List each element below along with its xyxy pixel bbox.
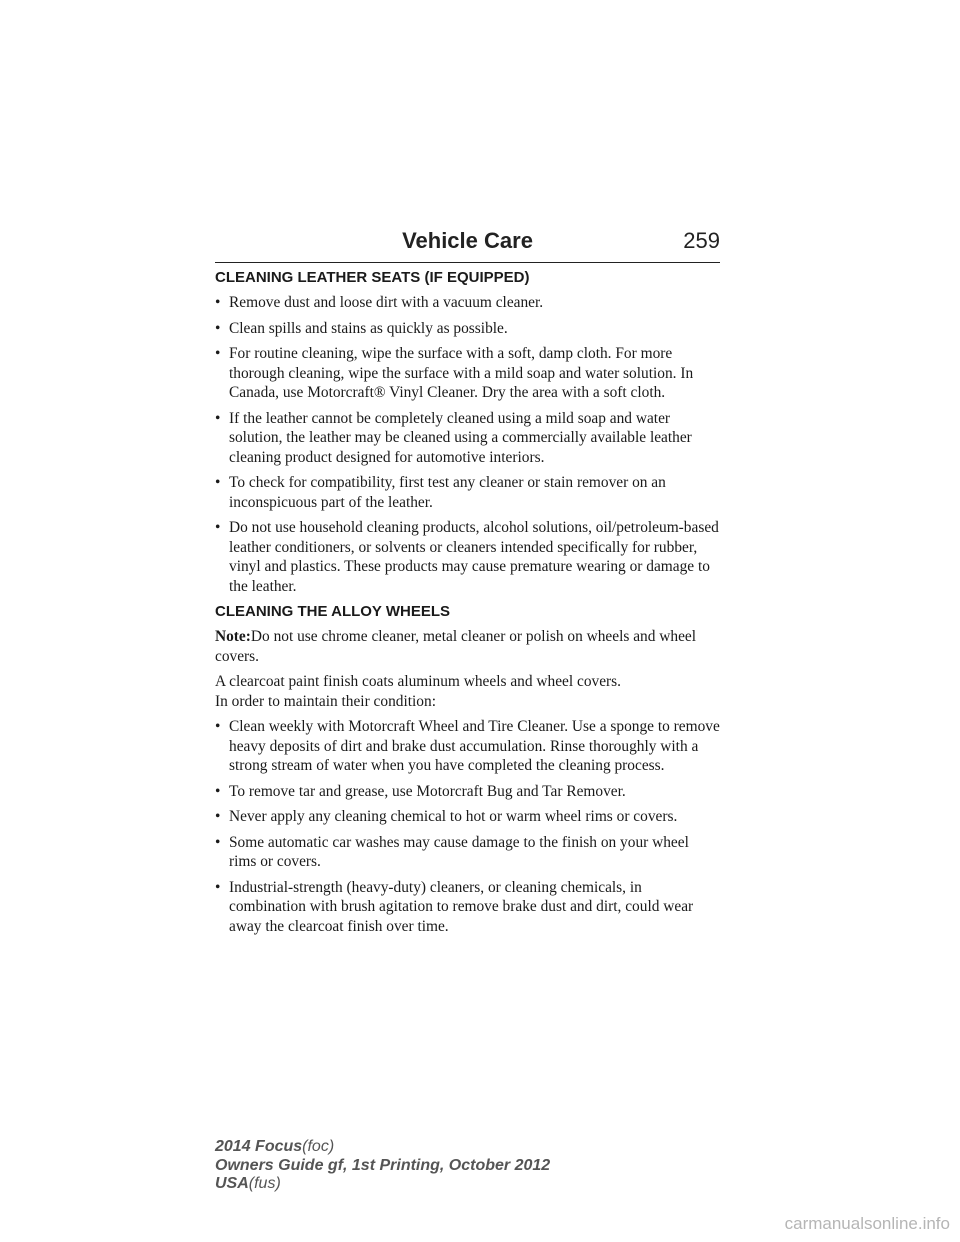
list-item-text: Industrial-strength (heavy-duty) cleaners, or cleaning chemicals, in combination with brush agitation to remove brake dust and dirt, could wear away the clearcoat finish over time. [229, 878, 694, 935]
list-item-text: Some automatic car washes may cause damage to the finish on your wheel rims or covers. [229, 833, 689, 870]
alloy-wheels-list [215, 717, 720, 936]
note-paragraph [215, 627, 720, 666]
bullet-icon: • [215, 319, 221, 337]
list-item [215, 518, 720, 596]
leather-seats-list [215, 293, 720, 596]
list-item [215, 878, 720, 937]
list-item [215, 782, 720, 802]
bullet-icon: • [215, 294, 221, 311]
footer-market: USA [215, 1175, 249, 1192]
page-content [215, 268, 720, 942]
section-heading-alloy-wheels: CLEANING THE ALLOY WHEELS [215, 603, 451, 620]
footer-line-1 [215, 1138, 550, 1157]
list-item [215, 807, 720, 827]
list-item-text: To check for compatibility, first test any cleaner or stain remover on an inconspicuous part of the leather. [229, 474, 666, 511]
note-text: Do not use chrome cleaner, metal cleaner or polish on wheels and wheel covers. [215, 628, 697, 665]
footer-model: 2014 Focus [215, 1138, 303, 1155]
list-item-text: For routine cleaning, wipe the surface with a soft, damp cloth. For more thorough cleaning, wipe the surface with a mild soap and water solution. In Canada, use Motorcraft® Vinyl Cleaner. Dry the area with a soft cloth. [229, 345, 694, 401]
list-item [215, 319, 720, 339]
list-item [215, 344, 720, 403]
bullet-icon: • [215, 519, 221, 536]
bullet-icon: • [215, 878, 221, 896]
intro-line-1: A clearcoat paint finish coats aluminum wheels and wheel covers. [215, 673, 622, 690]
list-item [215, 717, 720, 776]
watermark: carmanualsonline.info [784, 1214, 950, 1233]
section-heading-leather-seats: CLEANING LEATHER SEATS (IF EQUIPPED) [215, 269, 530, 286]
list-item [215, 833, 720, 872]
bullet-icon: • [215, 409, 221, 427]
list-item [215, 409, 720, 468]
list-item-text: To remove tar and grease, use Motorcraft Bug and Tar Remover. [229, 782, 626, 800]
list-item-text: If the leather cannot be completely cleaned using a mild soap and water solution, the leather may be cleaned using a commercially available leather cleaning product designed for automotive interiors. [229, 409, 692, 466]
list-item [215, 293, 720, 313]
bullet-icon: • [215, 808, 221, 825]
intro-line-2: In order to maintain their condition: [215, 692, 436, 710]
chapter-title: Vehicle Care [402, 228, 533, 253]
footer-model-code: (foc) [302, 1138, 335, 1155]
page-header [215, 228, 720, 263]
list-item-text: Do not use household cleaning products, alcohol solutions, oil/petroleum-based leather conditioners, or solvents or cleaners intended specifically for rubber, vinyl and plastics. These products may cause premature wearing or damage to the leather. [229, 519, 719, 595]
footer-market-code: (fus) [248, 1175, 281, 1192]
footer-line-2: Owners Guide gf, 1st Printing, October 2012 [215, 1156, 551, 1174]
bullet-icon: • [215, 345, 221, 362]
bullet-icon: • [215, 833, 221, 851]
footer-line-3 [215, 1175, 550, 1194]
list-item-text: Never apply any cleaning chemical to hot or warm wheel rims or covers. [229, 808, 678, 825]
list-item-text: Clean weekly with Motorcraft Wheel and Tire Cleaner. Use a sponge to remove heavy deposits of dirt and brake dust accumulation. Rinse thoroughly with a strong stream of water when you have completed the cleaning process. [229, 718, 720, 774]
intro-paragraph [215, 672, 720, 711]
list-item-text: Remove dust and loose dirt with a vacuum cleaner. [229, 294, 544, 311]
bullet-icon: • [215, 474, 221, 491]
list-item-text: Clean spills and stains as quickly as possible. [229, 319, 508, 337]
bullet-icon: • [215, 718, 221, 735]
page-number: 259 [683, 228, 720, 253]
list-item [215, 473, 720, 512]
bullet-icon: • [215, 782, 221, 800]
page-footer [215, 1138, 550, 1194]
note-label: Note: [215, 628, 251, 645]
